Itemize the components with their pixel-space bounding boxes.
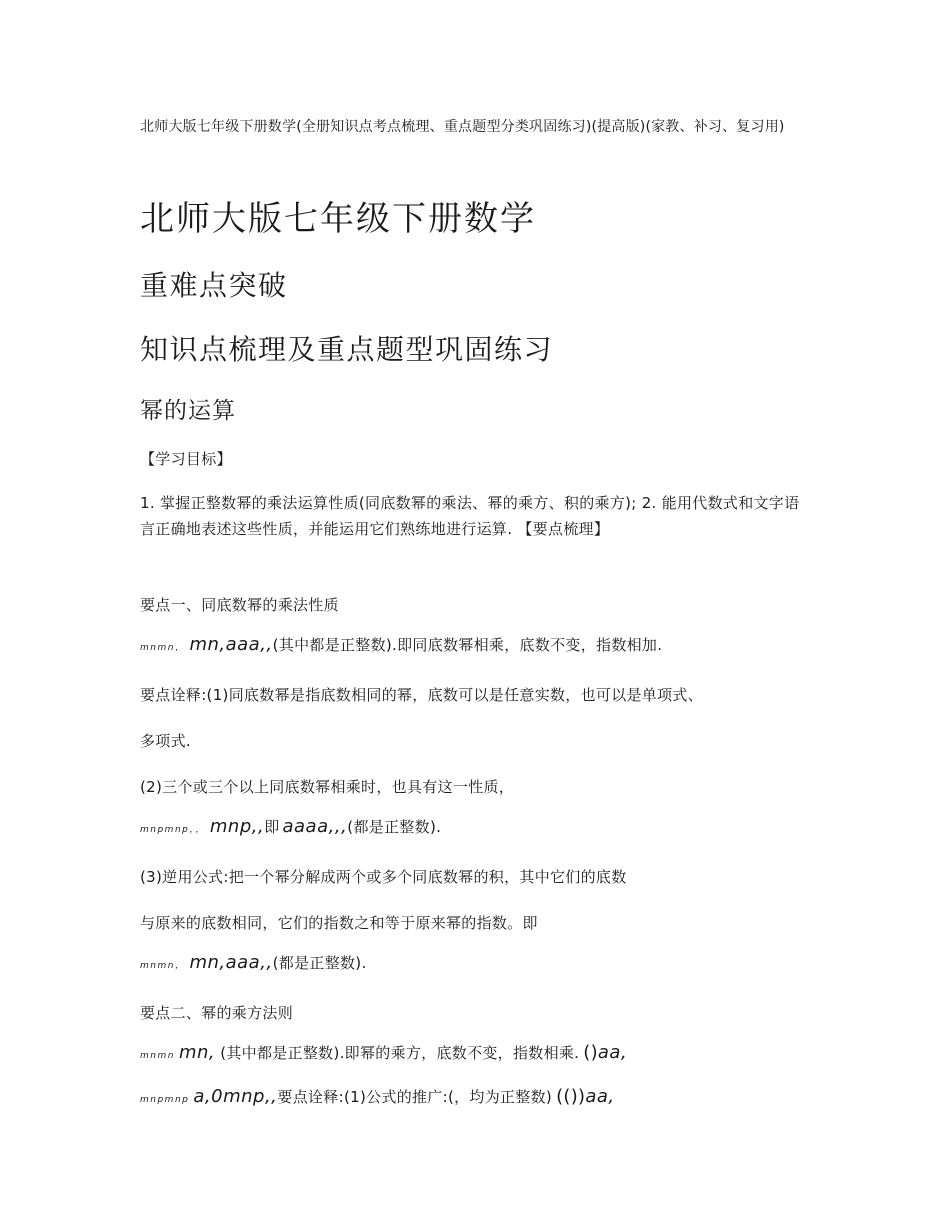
point1-note1-line2: 多项式.: [140, 732, 191, 750]
section-heading: 幂的运算: [140, 398, 236, 424]
subtitle-difficulty: 重难点突破: [140, 269, 288, 302]
subtitle-knowledge: 知识点梳理及重点题型巩固练习: [140, 333, 554, 366]
formula-connector: 即: [264, 818, 280, 836]
formula-exponents: mnpmnp，，: [140, 825, 206, 835]
formula-math: aa,: [597, 1042, 628, 1063]
formula-text: (都是正整数).: [272, 954, 367, 972]
formula-text: (都是正整数).: [347, 818, 442, 836]
formula-text: (其中都是正整数).即幂的乘方，底数不变，指数相乘.: [215, 1044, 580, 1062]
point1-formula: [140, 634, 662, 655]
point1-note3-line1: (3)逆用公式:把一个幂分解成两个或多个同底数幂的积，其中它们的底数: [140, 868, 627, 886]
formula-exponents: mnpmnp: [140, 1095, 190, 1105]
formula-math: mn,aaa,,: [189, 952, 273, 973]
point2-formula: [140, 1042, 627, 1063]
point1-formula2: [140, 816, 441, 837]
point1-heading: 要点一、同底数幂的乘法性质: [140, 596, 339, 614]
formula-math: mn,aaa,,: [189, 634, 273, 655]
formula-exponents: mnmn: [140, 1051, 175, 1061]
point1-note1-line1: 要点诠释:(1)同底数幂是指底数相同的幂，底数可以是任意实数，也可以是单项式、: [140, 686, 704, 704]
formula-parens: (): [583, 1042, 598, 1063]
formula-math: aaaa,,,: [282, 816, 348, 837]
document-header: 北师大版七年级下册数学(全册知识点考点梳理、重点题型分类巩固练习)(提高版)(家教、补习、复习用): [140, 119, 785, 135]
formula-text: 要点诠释:(1)公式的推广:(，均为正整数): [277, 1088, 553, 1106]
formula-exponents: mnmn，: [140, 961, 186, 971]
learning-goal-text: 1. 掌握正整数幂的乘法运算性质(同底数幂的乘法、幂的乘方、积的乘方); 2. 能用代数式和文字语言正确地表述这些性质，并能运用它们熟练地进行运算. 【要点梳理】: [140, 494, 800, 538]
formula-math: aa,: [585, 1086, 615, 1107]
document-title: 北师大版七年级下册数学: [140, 199, 536, 239]
formula-parens: (()): [556, 1086, 586, 1107]
document-page: [140, 0, 812, 1230]
formula-math: mnp,,: [209, 816, 265, 837]
point2-formula2: [140, 1086, 615, 1107]
point1-note2: (2)三个或三个以上同底数幂相乘时，也具有这一性质，: [140, 778, 515, 796]
formula-exponents: mnmn，: [140, 643, 186, 653]
formula-math: a,0mnp,,: [193, 1086, 278, 1107]
learning-goal-label: 【学习目标】: [140, 450, 232, 468]
point1-formula3: [140, 952, 367, 973]
point1-note3-line2: 与原来的底数相同，它们的指数之和等于原来幂的指数。即: [140, 914, 538, 932]
point2-heading: 要点二、幂的乘方法则: [140, 1004, 294, 1022]
formula-text: (其中都是正整数).即同底数幂相乘，底数不变，指数相加.: [272, 636, 663, 654]
formula-math: mn,: [178, 1042, 216, 1063]
